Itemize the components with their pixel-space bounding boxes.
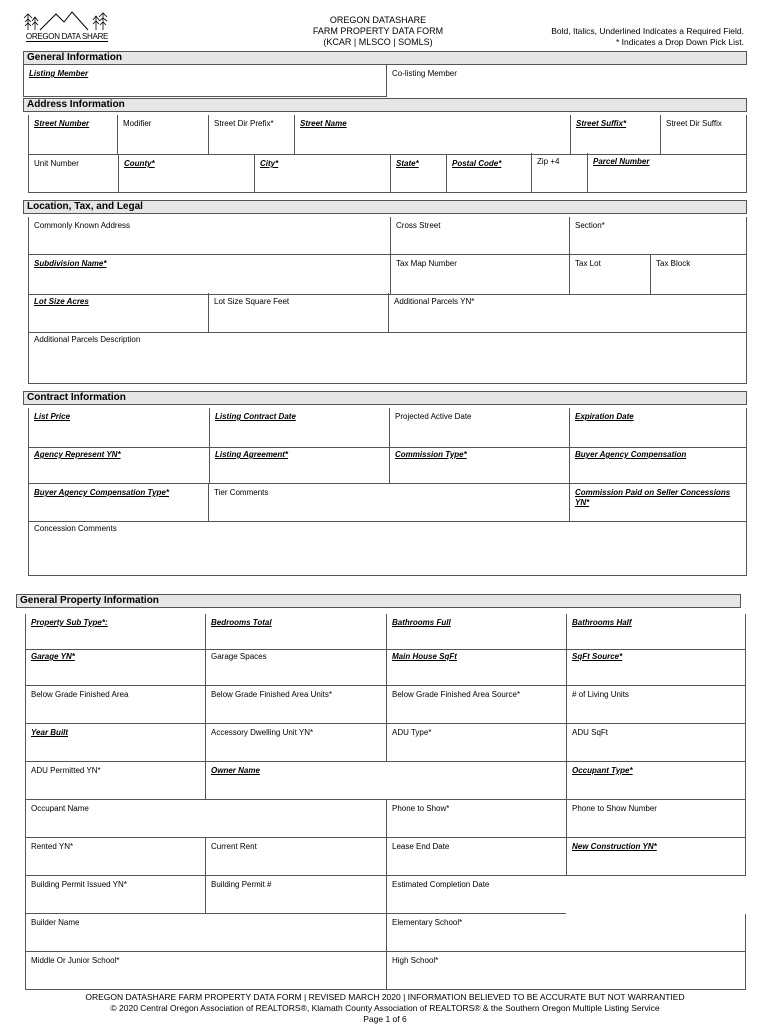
tax-map-number-field[interactable]: Tax Map Number: [390, 255, 569, 295]
main-house-sqft-field[interactable]: Main House SqFt: [386, 648, 566, 686]
county-field[interactable]: County*: [118, 155, 254, 193]
buyer-agency-compensation-type-field[interactable]: Buyer Agency Compensation Type*: [28, 484, 208, 522]
expiration-date-field[interactable]: Expiration Date: [569, 408, 747, 448]
sqft-source-field[interactable]: SqFt Source*: [566, 648, 746, 686]
below-grade-finished-area-units-field[interactable]: Below Grade Finished Area Units*: [205, 686, 386, 724]
building-permit-issued-yn-field[interactable]: Building Permit Issued YN*: [25, 876, 205, 914]
projected-active-date-field[interactable]: Projected Active Date: [389, 408, 569, 448]
note-line-1: Bold, Italics, Underlined Indicates a Required Field.: [551, 26, 744, 36]
tier-comments-field[interactable]: Tier Comments: [208, 484, 569, 522]
buyer-agency-compensation-field[interactable]: Buyer Agency Compensation: [569, 446, 747, 484]
oregon-data-share-logo: [22, 8, 112, 46]
below-grade-finished-area-source-field[interactable]: Below Grade Finished Area Source*: [386, 686, 566, 724]
section-address-information: Address Information: [23, 98, 747, 112]
footer-line-2: © 2020 Central Oregon Association of REALTORS®, Klamath County Association of REALTORS® & the Southern Oregon Multiple Listing Service: [110, 1003, 660, 1013]
form-header: [0, 0, 770, 50]
page-number: Page 1 of 6: [363, 1014, 407, 1024]
co-listing-member-field[interactable]: Co-listing Member: [386, 65, 747, 97]
list-price-field[interactable]: List Price: [28, 408, 209, 448]
tax-block-field[interactable]: Tax Block: [650, 255, 747, 295]
high-school-field[interactable]: High School*: [386, 952, 746, 990]
title-line-2: FARM PROPERTY DATA FORM: [312, 26, 444, 36]
street-suffix-field[interactable]: Street Suffix*: [570, 115, 660, 155]
additional-parcels-yn-field[interactable]: Additional Parcels YN*: [388, 293, 747, 333]
bathrooms-half-field[interactable]: Bathrooms Half: [566, 614, 746, 650]
zip-plus-4-field[interactable]: Zip +4: [531, 153, 587, 193]
section-general-information: General Information: [23, 51, 747, 65]
title-line-1: OREGON DATASHARE: [329, 15, 427, 25]
parcel-number-field[interactable]: Parcel Number: [587, 153, 747, 193]
lease-end-date-field[interactable]: Lease End Date: [386, 838, 566, 876]
living-units-field[interactable]: # of Living Units: [566, 686, 746, 724]
form-title: [298, 15, 458, 48]
commission-paid-on-seller-concessions-yn-field[interactable]: Commission Paid on Seller Concessions YN*: [569, 484, 747, 522]
property-sub-type-field[interactable]: Property Sub Type*:: [25, 614, 205, 650]
section-location-tax-legal: Location, Tax, and Legal: [23, 200, 747, 214]
phone-to-show-field[interactable]: Phone to Show*: [386, 800, 566, 838]
modifier-field[interactable]: Modifier: [117, 115, 208, 155]
note-line-2: * Indicates a Drop Down Pick List.: [615, 37, 744, 47]
unit-number-field[interactable]: Unit Number: [28, 155, 118, 193]
section-general-property-information: General Property Information: [16, 594, 741, 608]
postal-code-field[interactable]: Postal Code*: [446, 155, 531, 193]
tax-lot-field[interactable]: Tax Lot: [569, 255, 650, 295]
phone-to-show-number-field[interactable]: Phone to Show Number: [566, 800, 746, 838]
city-field[interactable]: City*: [254, 155, 390, 193]
required-field-note: [551, 26, 744, 48]
street-number-field[interactable]: Street Number: [28, 115, 117, 155]
title-line-3: (KCAR | MLSCO | SOMLS): [323, 37, 433, 47]
form-footer: [0, 992, 770, 1025]
street-dir-suffix-field[interactable]: Street Dir Suffix: [660, 115, 747, 155]
garage-yn-field[interactable]: Garage YN*: [25, 648, 205, 686]
subdivision-name-field[interactable]: Subdivision Name*: [28, 255, 390, 295]
adu-permitted-yn-field[interactable]: ADU Permitted YN*: [25, 762, 205, 800]
owner-name-field[interactable]: Owner Name: [205, 762, 566, 800]
year-built-field[interactable]: Year Built: [25, 724, 205, 762]
lot-size-square-feet-field[interactable]: Lot Size Square Feet: [208, 293, 388, 333]
current-rent-field[interactable]: Current Rent: [205, 838, 386, 876]
mountain-trees-icon: [22, 8, 112, 34]
adu-type-field[interactable]: ADU Type*: [386, 724, 566, 762]
occupant-type-field[interactable]: Occupant Type*: [566, 762, 746, 800]
garage-spaces-field[interactable]: Garage Spaces: [205, 648, 386, 686]
listing-agreement-field[interactable]: Listing Agreement*: [209, 446, 389, 484]
listing-contract-date-field[interactable]: Listing Contract Date: [209, 408, 389, 448]
estimated-completion-date-field[interactable]: Estimated Completion Date: [386, 876, 566, 914]
street-name-field[interactable]: Street Name: [294, 115, 570, 155]
commission-type-field[interactable]: Commission Type*: [389, 446, 569, 484]
state-field[interactable]: State*: [390, 155, 446, 193]
cross-street-field[interactable]: Cross Street: [390, 217, 569, 255]
lot-size-acres-field[interactable]: Lot Size Acres: [28, 293, 208, 333]
below-grade-finished-area-field[interactable]: Below Grade Finished Area: [25, 686, 205, 724]
concession-comments-field[interactable]: Concession Comments: [28, 520, 747, 576]
commonly-known-address-field[interactable]: Commonly Known Address: [28, 217, 390, 255]
logo-underline: [26, 41, 108, 42]
elementary-school-field[interactable]: Elementary School*: [386, 914, 746, 952]
footer-line-1: OREGON DATASHARE FARM PROPERTY DATA FORM | REVISED MARCH 2020 | INFORMATION BELIEVED TO BE ACCURATE BUT NOT WARRANTIED: [85, 992, 685, 1002]
building-permit-number-field[interactable]: Building Permit #: [205, 876, 386, 914]
adu-sqft-field[interactable]: ADU SqFt: [566, 724, 746, 762]
section-contract-information: Contract Information: [23, 391, 747, 405]
accessory-dwelling-unit-yn-field[interactable]: Accessory Dwelling Unit YN*: [205, 724, 386, 762]
bathrooms-full-field[interactable]: Bathrooms Full: [386, 614, 566, 650]
additional-parcels-description-field[interactable]: Additional Parcels Description: [28, 331, 747, 384]
rented-yn-field[interactable]: Rented YN*: [25, 838, 205, 876]
new-construction-yn-field[interactable]: New Construction YN*: [566, 838, 746, 876]
agency-represent-yn-field[interactable]: Agency Represent YN*: [28, 446, 209, 484]
listing-member-field[interactable]: Listing Member: [23, 65, 386, 97]
street-dir-prefix-field[interactable]: Street Dir Prefix*: [208, 115, 294, 155]
occupant-name-field[interactable]: Occupant Name: [25, 800, 386, 838]
builder-name-field[interactable]: Builder Name: [25, 914, 386, 952]
middle-or-junior-school-field[interactable]: Middle Or Junior School*: [25, 952, 386, 990]
logo-text: OREGON DATA SHARE: [25, 32, 109, 41]
bedrooms-total-field[interactable]: Bedrooms Total: [205, 614, 386, 650]
section-field[interactable]: Section*: [569, 217, 747, 255]
